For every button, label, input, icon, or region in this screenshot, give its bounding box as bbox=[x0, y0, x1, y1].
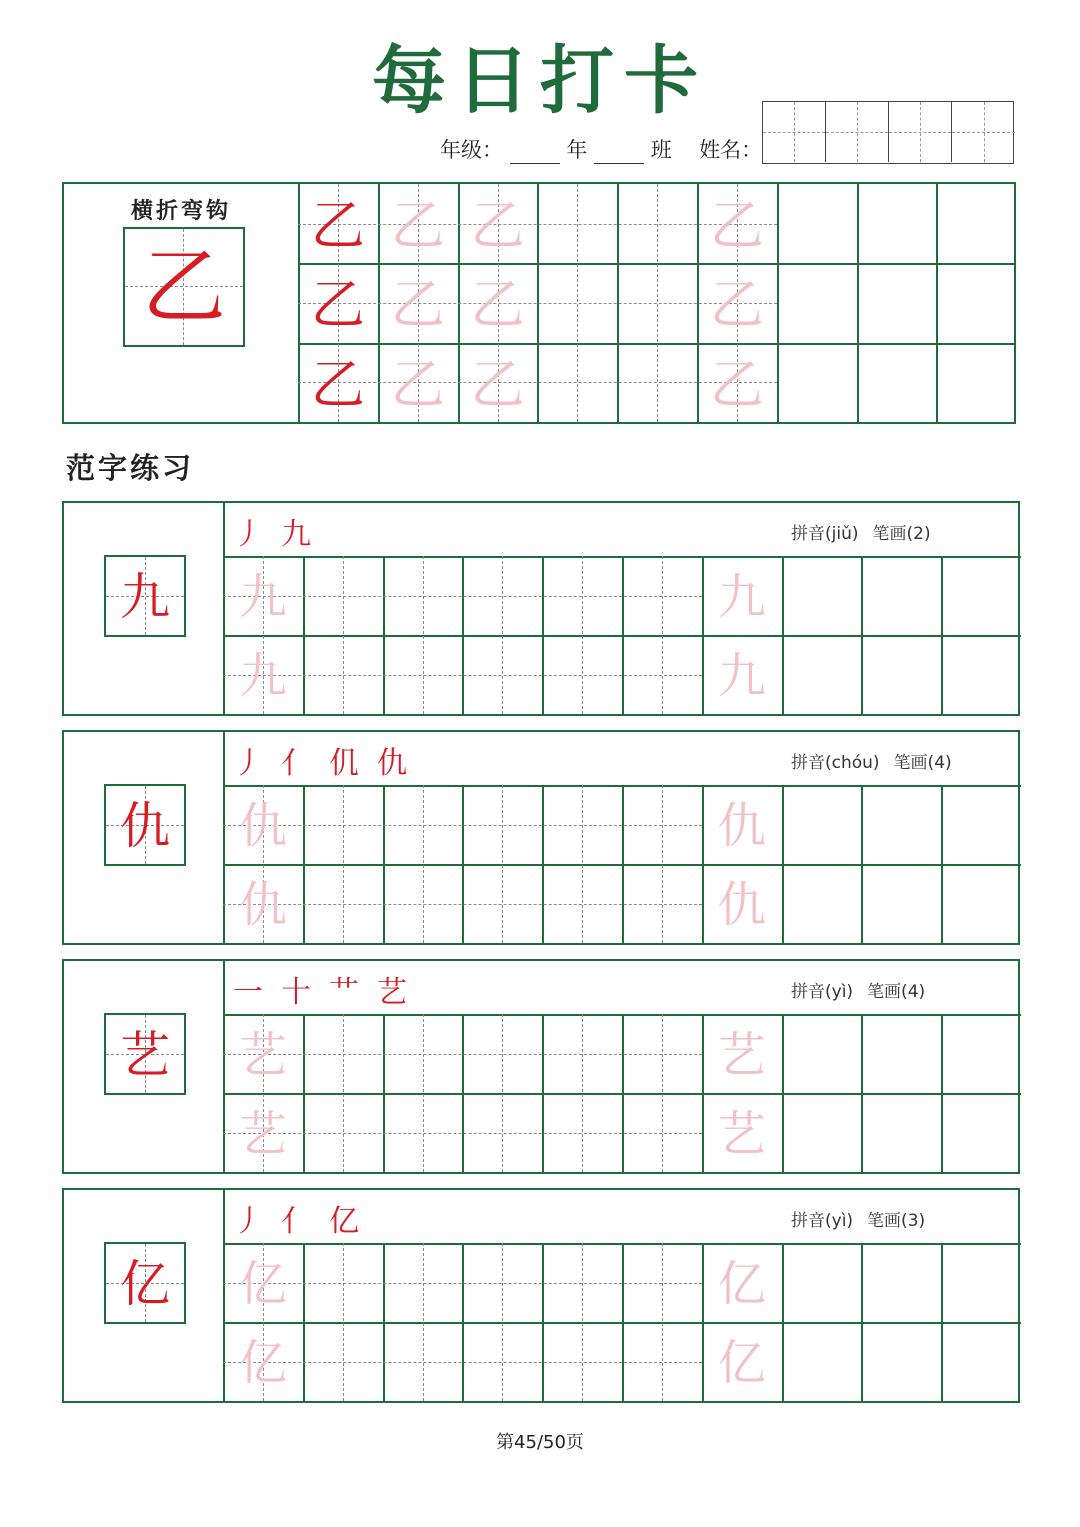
year-label: 年 bbox=[566, 138, 588, 162]
stroke-trace-char: 乙 bbox=[709, 194, 764, 257]
pinyin-text: 拼音(yì) bbox=[791, 982, 854, 1002]
stroke-order-step: 一 bbox=[233, 975, 263, 1010]
stroke-trace-char: 乙 bbox=[390, 273, 445, 337]
trace-char: 仇 bbox=[238, 798, 287, 854]
stroke-count-text: 笔画(2) bbox=[872, 524, 931, 544]
trace-char: 仇 bbox=[238, 877, 287, 933]
trace-char: 艺 bbox=[717, 1106, 766, 1162]
pinyin-info bbox=[791, 519, 931, 544]
trace-char: 亿 bbox=[717, 1256, 766, 1312]
example-char: 九 bbox=[120, 568, 170, 626]
example-char: 仇 bbox=[120, 797, 170, 855]
trace-char: 艺 bbox=[717, 1027, 766, 1083]
trace-char: 九 bbox=[238, 569, 287, 625]
pinyin-info bbox=[791, 977, 925, 1002]
stroke-trace-char: 乙 bbox=[390, 194, 445, 257]
name-cell[interactable] bbox=[826, 102, 889, 162]
trace-char: 仇 bbox=[717, 877, 766, 933]
example-char-box bbox=[104, 784, 186, 866]
stroke-example-char: 乙 bbox=[310, 273, 365, 337]
grade-label: 年级： bbox=[440, 138, 503, 162]
stroke-order-step: 仇 bbox=[377, 746, 407, 781]
stroke-example-char: 乙 bbox=[310, 352, 365, 416]
stroke-example-box bbox=[123, 227, 245, 347]
stroke-order-step: 丿 bbox=[233, 746, 263, 781]
stroke-trace-char: 乙 bbox=[709, 352, 764, 416]
name-cell[interactable] bbox=[952, 102, 1015, 162]
trace-char: 亿 bbox=[717, 1335, 766, 1391]
stroke-count-text: 笔画(4) bbox=[893, 753, 952, 773]
trace-char: 九 bbox=[717, 648, 766, 704]
pinyin-text: 拼音(chóu) bbox=[791, 753, 880, 773]
stroke-example-char: 乙 bbox=[310, 194, 365, 257]
char-practice-block bbox=[62, 959, 1020, 1174]
name-label: 姓名： bbox=[699, 138, 763, 162]
example-char-box bbox=[104, 1242, 186, 1324]
trace-char: 仇 bbox=[717, 798, 766, 854]
trace-char: 艺 bbox=[238, 1106, 287, 1162]
name-cell[interactable] bbox=[889, 102, 952, 162]
grade-blank[interactable] bbox=[510, 141, 560, 164]
stroke-order-step: 仉 bbox=[329, 746, 359, 781]
pinyin-text: 拼音(yì) bbox=[791, 1211, 854, 1231]
pinyin-info bbox=[791, 748, 952, 773]
char-practice-block bbox=[62, 730, 1020, 945]
stroke-order-step: 艹 bbox=[329, 975, 359, 1010]
pinyin-text: 拼音(jiǔ) bbox=[791, 524, 859, 544]
pinyin-info bbox=[791, 1206, 925, 1231]
stroke-order bbox=[233, 509, 329, 553]
section-title: 范字练习 bbox=[66, 451, 195, 485]
stroke-name: 横折弯钩 bbox=[130, 199, 231, 224]
trace-char: 艺 bbox=[238, 1027, 287, 1083]
stroke-order-step: 艺 bbox=[377, 975, 407, 1010]
stroke-order-step: 九 bbox=[281, 517, 311, 552]
name-cell[interactable] bbox=[763, 102, 826, 162]
example-char-box bbox=[104, 1013, 186, 1095]
trace-char: 亿 bbox=[238, 1256, 287, 1312]
example-char: 亿 bbox=[120, 1255, 170, 1313]
stroke-order-step: 十 bbox=[281, 975, 311, 1010]
stroke-order bbox=[233, 738, 425, 782]
trace-char: 九 bbox=[238, 648, 287, 704]
example-char: 艺 bbox=[120, 1026, 170, 1084]
stroke-trace-char: 乙 bbox=[470, 352, 525, 416]
trace-char: 亿 bbox=[238, 1335, 287, 1391]
page-number: 第45/50页 bbox=[496, 1432, 584, 1453]
stroke-order-step: 亿 bbox=[329, 1204, 359, 1239]
name-grid[interactable] bbox=[762, 101, 1014, 164]
stroke-trace-char: 乙 bbox=[470, 194, 525, 257]
example-char-box bbox=[104, 555, 186, 637]
page-title: 每日打卡 bbox=[372, 38, 708, 124]
stroke-count-text: 笔画(4) bbox=[867, 982, 926, 1002]
stroke-example-char: 乙 bbox=[141, 238, 226, 336]
stroke-practice-block bbox=[62, 182, 1016, 424]
student-info bbox=[440, 134, 762, 164]
class-label: 班 bbox=[650, 138, 672, 162]
char-practice-block bbox=[62, 501, 1020, 716]
stroke-trace-char: 乙 bbox=[470, 273, 525, 337]
stroke-count-text: 笔画(3) bbox=[867, 1211, 926, 1231]
trace-char: 九 bbox=[717, 569, 766, 625]
class-blank[interactable] bbox=[594, 141, 644, 164]
stroke-order-step: 丿 bbox=[233, 517, 263, 552]
stroke-order-step: 丿 bbox=[233, 1204, 263, 1239]
stroke-order bbox=[233, 967, 425, 1011]
stroke-order-step: 亻 bbox=[281, 1204, 311, 1239]
stroke-order bbox=[233, 1196, 377, 1240]
stroke-trace-char: 乙 bbox=[390, 352, 445, 416]
stroke-order-step: 亻 bbox=[281, 746, 311, 781]
char-practice-block bbox=[62, 1188, 1020, 1403]
stroke-trace-char: 乙 bbox=[709, 273, 764, 337]
